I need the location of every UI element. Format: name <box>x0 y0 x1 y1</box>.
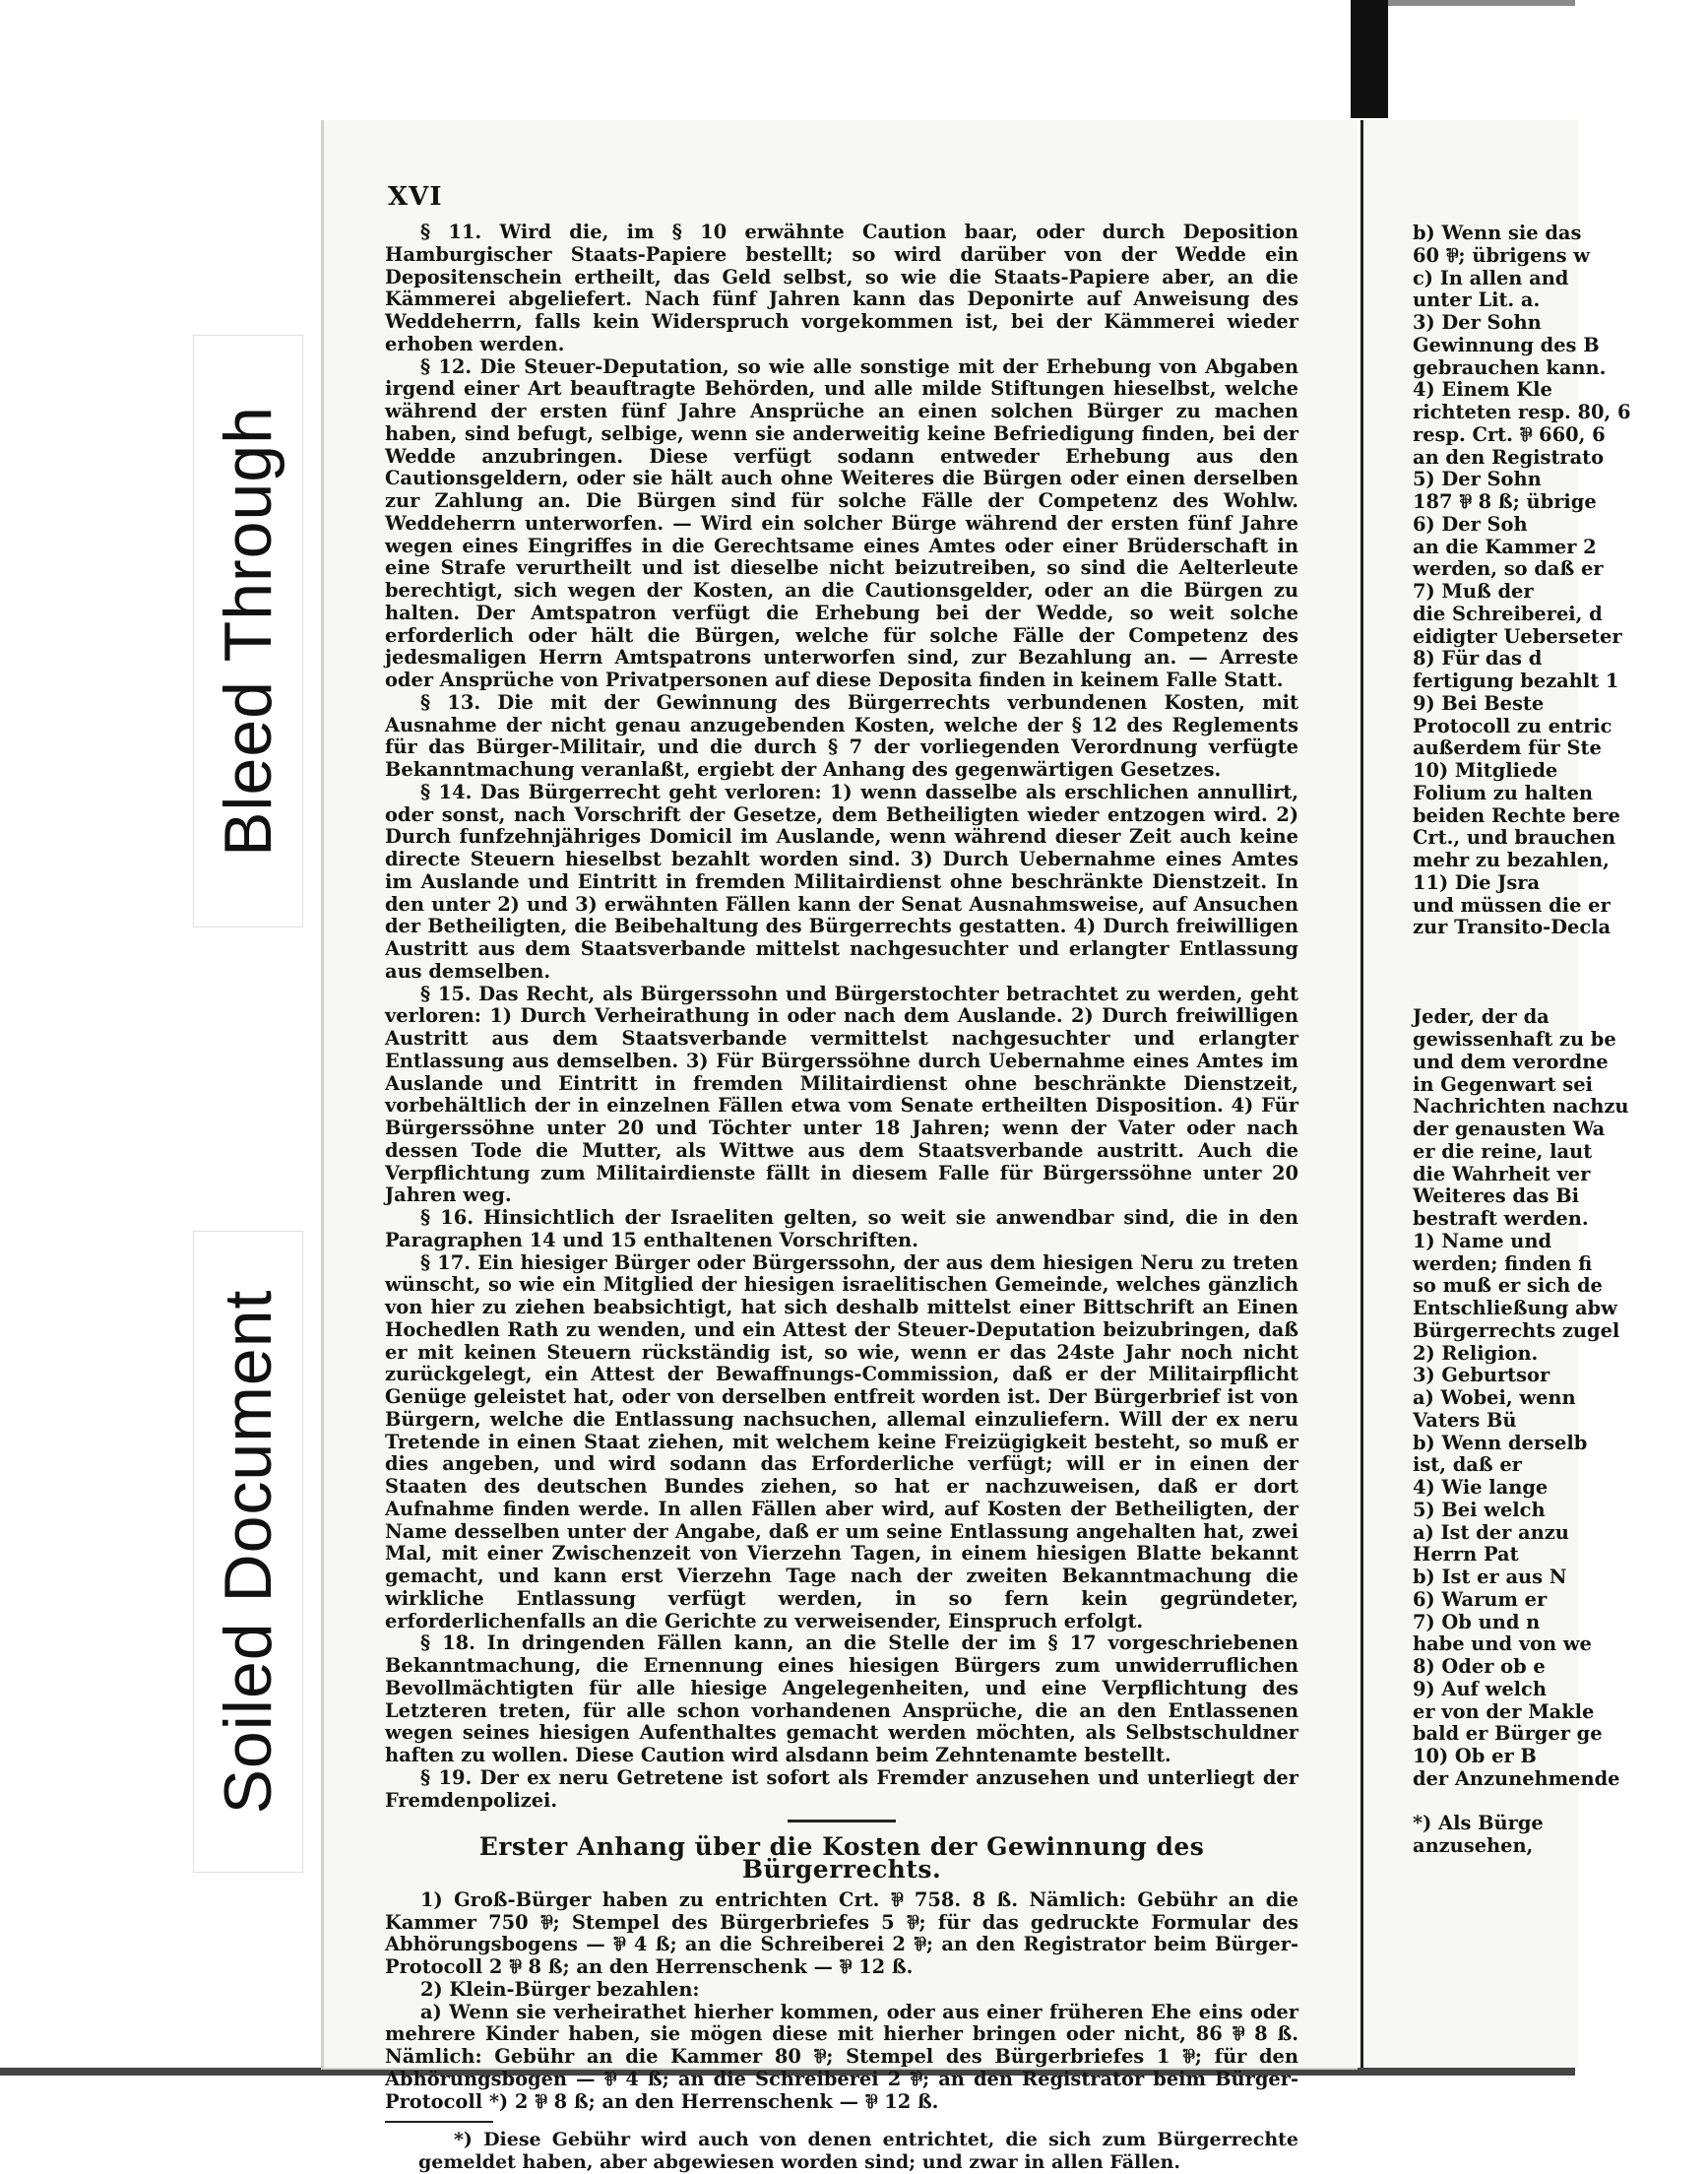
right-page-text <box>1413 223 1708 1858</box>
section-12: § 12. Die Steuer-Deputation, so wie alle sonstige mit der Erhebung von Abgaben irgend einer Art beauftragte Behörden, und alle milde Stiftungen hieselbst, welche während der ersten fünf Jahre Ansprüche an einen solchen Bürger zu machen haben, sind befugt, selbige, wenn sie anderweitig keine Befriedigung finden, bei der Wedde anzubringen. Diese verfügt sodann entweder Erhebung aus den Cautionsgeldern, oder sie hält auch ohne Weiteres die Bürgen oder einen derselben zur Zahlung an. Die Bürgen sind für solche Fälle der Competenz des Wohlw. Weddeherrn unterworfen. — Wird ein solcher Bürge während der ersten fünf Jahre wegen eines Eingriffes in die Gerechtsame eines Amtes oder einer Brüderschaft in eine Strafe verurtheilt und ist dieselbe nicht beizutreiben, so sind die Aelterleute berechtigt, sich wegen der Kosten, an die Cautionsgelder, oder an die Bürgen zu halten. Der Amtspatron verfügt die Erhebung bei der Wedde, so weit solche erforderlich oder hält die Bürgen, welche für solche Fälle der Competenz des jedesmaligen Herrn Amtspatrons unterworfen sind, zur Bezahlung an. — Arreste oder Ansprüche von Privatpersonen auf diese Deposita finden in keinem Falle Statt. <box>385 354 1298 691</box>
right-page-line: werden, so daß er <box>1413 557 1604 581</box>
right-page-line: zur Transito-Decla <box>1413 916 1612 939</box>
right-page-line: Crt., und brauchen <box>1413 826 1616 850</box>
divider-rule <box>788 1820 896 1822</box>
right-page-line: b) Wenn derselb <box>1413 1431 1588 1454</box>
right-page-line <box>1413 1791 1708 1814</box>
right-page-line: er von der Makle <box>1413 1699 1595 1723</box>
right-page-line: Bürgerrechts zugel <box>1413 1318 1620 1342</box>
right-page-line: 4) Wie lange <box>1413 1476 1549 1499</box>
anhang-title: Erster Anhang über die Kosten der Gewinnung des Bürgerrechts. <box>478 1832 1205 1884</box>
right-page-line: er die reine, laut <box>1413 1139 1593 1163</box>
right-page-line: fertigung bezahlt 1 <box>1413 670 1619 692</box>
right-page-line: und dem verordne <box>1413 1050 1609 1073</box>
right-page-line: in Gegenwart sei <box>1413 1072 1593 1096</box>
right-page-line: 5) Bei welch <box>1413 1498 1546 1521</box>
right-page-line: gewissenhaft zu be <box>1413 1028 1616 1051</box>
right-page-line: an den Registrato <box>1413 445 1605 469</box>
right-page-line: Nachrichten nachzu <box>1413 1095 1629 1119</box>
section-19: § 19. Der ex neru Getretene ist sofort als Fremder anzusehen und unterliegt der Fremdenpolizei. <box>385 1765 1298 1812</box>
right-page-line: anzusehen, <box>1413 1834 1534 1857</box>
right-page-line: c) In allen and <box>1413 266 1569 289</box>
right-page-line: a) Wobei, wenn <box>1413 1386 1576 1409</box>
right-page-line: die Schreiberei, d <box>1413 602 1603 625</box>
scanner-black-edge-top <box>1351 0 1388 118</box>
right-page-line: resp. Crt. ⅌ 660, 6 <box>1413 422 1606 446</box>
right-page-line: Weiteres das Bi <box>1413 1184 1579 1208</box>
right-page-line: 9) Auf welch <box>1413 1677 1547 1700</box>
right-page-line: eidigter Ueberseter <box>1413 624 1622 648</box>
section-17: § 17. Ein hiesiger Bürger oder Bürgerssohn, der aus dem hiesigen Neru zu treten wünscht, so wie ein Mitglied der hiesigen israelitischen Gemeinde, welches gänzlich von hier zu ziehen beabsichtigt, hat sich deshalb mittelst einer Bittschrift an Einen Hochedlen Rath zu wenden, und ein Attest der Steuer-Deputation beizubringen, daß er mit keinen Steuern rückständig ist, so wie, wenn er das 24ste Jahr noch nicht zurückgelegt, ein Attest der Bewaffnungs-Commission, daß er der Militairpflicht Genüge geleistet hat, oder von derselben entfreit worden ist. Der Bürgerbrief ist von Bürgern, welche die Entlassung nachsuchen, allemal einzuliefern. Will der ex neru Tretende in einen Staat ziehen, mit welchem keine Freizügigkeit besteht, so muß er dies angeben, und wird sodann das Erforderliche verfügt; will er in einen der Staaten des deutschen Bundes ziehen, so hat er nachzuweisen, daß er dort Aufnahme finden werde. In allen Fällen aber wird, auf Kosten der Betheiligten, der Name desselben unter der Angabe, daß er um seine Entlassung angehalten hat, zwei Mal, mit einer Zwischenzeit von Vierzehn Tagen, in einem hiesigen Blatte bekannt gemacht, und kann erst Vierzehn Tage nach der zweiten Bekanntmachung die wirkliche Entlassung verfügt werden, in so fern kein gegründeter, erforderlichenfalls an die Gerichte zu verweisender, Einspruch erfolgt. <box>385 1250 1298 1632</box>
section-16: § 16. Hinsichtlich der Israeliten gelten, so weit sie anwendbar sind, die in den Paragraphen 14 und 15 enthaltenen Vorschriften. <box>385 1206 1298 1251</box>
right-page-line: 1) Name und <box>1413 1229 1552 1252</box>
right-page-line: 7) Ob und n <box>1413 1610 1541 1633</box>
right-page-line: der genausten Wa <box>1413 1118 1606 1140</box>
right-page-line: der Anzunehmende <box>1413 1766 1620 1790</box>
right-page-line: 3) Geburtsor <box>1413 1364 1550 1387</box>
footnote: *) Diese Gebühr wird auch von denen entrichtet, die sich zum Bürgerrechte gemeldet haben, aber abgewiesen worden sind; und zwar in allen Fällen. <box>418 2129 1298 2174</box>
scanner-gray-edge <box>1388 0 1575 6</box>
right-page-fragment <box>1360 120 1631 2068</box>
right-page-line: habe und von we <box>1413 1632 1592 1656</box>
right-page-line: mehr zu bezahlen, <box>1413 849 1610 871</box>
right-page-line: *) Als Bürge <box>1413 1812 1544 1835</box>
right-page-line: gebrauchen kann. <box>1413 355 1607 379</box>
right-page-line: 9) Bei Beste <box>1413 691 1545 715</box>
right-page-line: 7) Muß der <box>1413 580 1534 603</box>
right-page-line: 5) Der Sohn <box>1413 468 1542 491</box>
right-page-line: 11) Die Jsra <box>1413 870 1541 894</box>
anhang-paragraph-1: 1) Groß-Bürger haben zu entrichten Crt. ⅌ 758. 8 ß. Nämlich: Gebühr an die Kammer 750 ⅌; Stempel des Bürgerbriefes 5 ⅌; für das gedruckte Formular des Abhörungsbogens — ⅌ 4 ß; an die Schreiberei 2 ⅌; an den Registrator beim Bürger-Protocoll 2 ⅌ 8 ß; an den Herrenschenk — ⅌ 12 ß. <box>385 1887 1298 1978</box>
anhang-paragraph-2: 2) Klein-Bürger bezahlen: <box>420 1977 700 2001</box>
section-13: § 13. Die mit der Gewinnung des Bürgerrechts verbundenen Kosten, mit Ausnahme der nicht genau anzugebenden Kosten, welche der § 12 des Reglements für das Bürger-Militair, und die durch § 7 der vorliegenden Verordnung verfügte Bekanntmachung veranlaßt, ergiebt der Anhang des gegenwärtigen Gesetzes. <box>385 690 1298 781</box>
right-page-line <box>1413 962 1708 985</box>
right-page-line: Folium zu halten <box>1413 781 1594 804</box>
section-18: § 18. In dringenden Fällen kann, an die Stelle der im § 17 vorgeschriebenen Bekanntmachung, die Ernennung eines hiesigen Bürgers zum unwiderruflichen Bevollmächtigten für alle hiesige Angelegenheiten, und eine Verpflichtung des Letzteren treten, für alle schon vorhandenen Ansprüche, die an den Entlassenen wegen seines hiesigen Aufenthaltes gemacht werden möchten, als Selbstschuldner haften zu wollen. Diese Caution wird alsdann beim Zehntenamte bestellt. <box>385 1631 1298 1766</box>
right-page-line: 2) Religion. <box>1413 1341 1539 1365</box>
soiled-document-label-box <box>193 1231 303 1873</box>
right-page-line: werden; finden fi <box>1413 1251 1593 1275</box>
right-page-line: Protocoll zu entric <box>1413 714 1613 737</box>
left-page-body <box>385 222 1298 2174</box>
right-page-line: bald er Bürger ge <box>1413 1722 1603 1746</box>
right-page-line: an die Kammer 2 <box>1413 535 1597 558</box>
right-page-line: b) Ist er aus N <box>1413 1566 1567 1588</box>
section-11: § 11. Wird die, im § 10 erwähnte Caution baar, oder durch Deposition Hamburgischer Staats-Papiere bestellt; so wird darüber von der Wedde ein Depositenschein ertheilt, das Geld selbst, so wie die Staats-Papiere aber, an die Kämmerei abgeliefert. Nach fünf Jahren kann das Deponirte auf Anweisung des Weddeherrn, falls kein Widerspruch vorgekommen ist, bei der Kämmerei wieder erhoben werden. <box>385 221 1298 355</box>
right-page-line: 3) Der Sohn <box>1413 311 1542 334</box>
right-page-line: 60 ⅌; übrigens w <box>1413 243 1590 267</box>
bleed-through-label-box <box>193 335 303 927</box>
right-page-line: außerdem für Ste <box>1413 736 1602 760</box>
right-page-line: und müssen die er <box>1413 893 1611 917</box>
right-page-line: die Wahrheit ver <box>1413 1162 1591 1185</box>
right-page-line: richteten resp. 80, 6 <box>1413 401 1631 423</box>
right-page-line: so muß er sich de <box>1413 1274 1603 1298</box>
right-page-line: Entschließung abw <box>1413 1297 1617 1319</box>
right-page-line: unter Lit. a. <box>1413 288 1541 312</box>
section-14: § 14. Das Bürgerrecht geht verloren: 1) wenn dasselbe als erschlichen annullirt, oder sonst, nach Vorschrift der Gesetze, dem Betheiligten wieder entzogen wird. 2) Durch funfzehnjähriges Domicil im Auslande, wenn während dieser Zeit auch keine directe Steuern hieselbst bezahlt worden sind. 3) Durch Uebernahme eines Amtes im Auslande und Eintritt in fremden Militairdienst ohne beschränkte Dienstzeit. In den unter 2) und 3) erwähnten Fällen kann der Senat Ausnahmsweise, auf Ansuchen der Betheiligten, die Beibehaltung des Bürgerrechts gestatten. 4) Durch freiwilligen Austritt aus dem Staatsverbande mittelst nachgesuchter und erlangter Entlassung aus demselben. <box>385 780 1298 983</box>
right-page-line: 6) Der Soh <box>1413 512 1528 536</box>
left-page <box>321 120 1358 2174</box>
right-page-line: 4) Einem Kle <box>1413 378 1552 402</box>
right-page-line: 8) Oder ob e <box>1413 1655 1546 1678</box>
right-page-line: Jeder, der da <box>1413 1005 1550 1029</box>
right-page-line <box>1413 939 1708 962</box>
bleed-through-label: Bleed Through <box>211 406 285 857</box>
page-number: XVI <box>388 182 443 212</box>
section-15: § 15. Das Recht, als Bürgerssohn und Bürgerstochter betrachtet zu werden, geht verloren: 1) Durch Verheirathung in oder nach dem Auslande. 2) Durch freiwilligen Austritt aus dem Staatsverbande vermittelst nachgesuchter und erlangter Entlassung aus demselben. 3) Für Bürgerssöhne durch Uebernahme eines Amtes im Auslande und Eintritt in fremden Militairdienst ohne beschränkte Dienstzeit, vorbehältlich der in einzelnen Fällen etwa vom Senate ertheilten Disposition. 4) Für Bürgerssöhne unter 20 und Töchter unter 18 Jahren; wenn der Vater oder nach dessen Tode die Mutter, als Wittwe aus dem Staatsverbande austritt. Auch die Verpflichtung zum Militairdienste fällt in diesem Falle für Bürgerssöhne unter 20 Jahren weg. <box>385 982 1298 1207</box>
right-page-line: Herrn Pat <box>1413 1543 1519 1567</box>
right-page-line: Gewinnung des B <box>1413 333 1600 356</box>
footnote-rule <box>385 2121 493 2123</box>
soiled-document-label: Soiled Document <box>211 1289 285 1815</box>
right-page-line: 8) Für das d <box>1413 647 1543 671</box>
right-page-line: Vaters Bü <box>1413 1408 1517 1432</box>
right-page-line: bestraft werden. <box>1413 1207 1589 1230</box>
right-page-line <box>1413 985 1708 1007</box>
right-page-line: 10) Mitgliede <box>1413 759 1558 782</box>
right-page-line: beiden Rechte bere <box>1413 803 1620 827</box>
right-page-line: a) Ist der anzu <box>1413 1520 1569 1544</box>
anhang-paragraph-3: a) Wenn sie verheirathet hierher kommen, oder aus einer früheren Ehe eins oder mehrere Kinder haben, sie mögen diese mit hierher bringen oder nicht, 86 ⅌ 8 ß. Nämlich: Gebühr an die Kammer 80 ⅌; Stempel des Bürgerbriefes 1 ⅌; für den Abhörungsbogen — ⅌ 4 ß; an die Schreiberei 2 ⅌; an den Registrator beim Bürger-Protocoll *) 2 ⅌ 8 ß; an den Herrenschenk — ⅌ 12 ß. <box>385 2000 1298 2113</box>
right-page-line: ist, daß er <box>1413 1453 1522 1477</box>
right-page-line: 187 ⅌ 8 ß; übrige <box>1413 490 1597 513</box>
right-page-line: 6) Warum er <box>1413 1587 1548 1611</box>
right-page-line: 10) Ob er B <box>1413 1745 1537 1767</box>
right-page-line: b) Wenn sie das <box>1413 222 1582 244</box>
